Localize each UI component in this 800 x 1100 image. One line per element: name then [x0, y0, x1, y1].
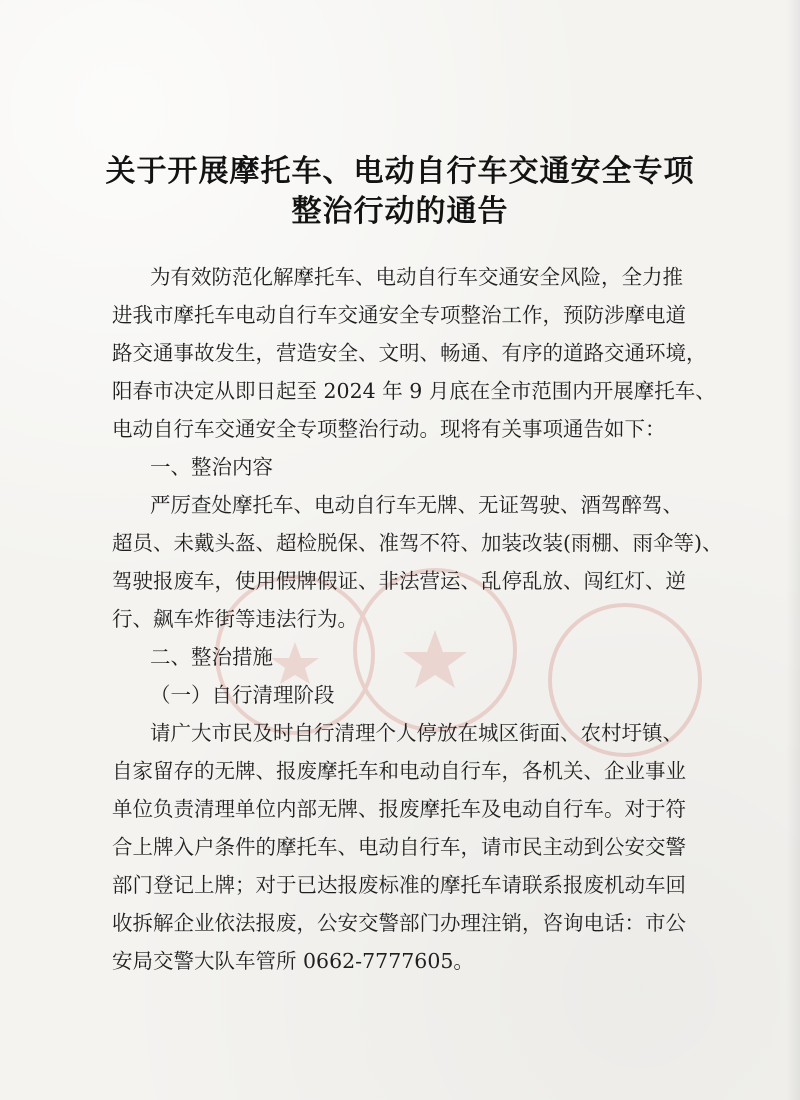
- subsection-1-heading: （一）自行清理阶段: [150, 683, 335, 707]
- subsection-1-line-3: 单位负责清理单位内部无牌、报废摩托车及电动自行车。对于符: [112, 797, 686, 821]
- section-1-line-4: 行、飙车炸街等违法行为。: [112, 607, 358, 631]
- subsection-1-line-6: 收拆解企业依法报废，公安交警部门办理注销，咨询电话：市公: [112, 911, 686, 935]
- document-title-line-1: 关于开展摩托车、电动自行车交通安全专项: [105, 154, 695, 189]
- subsection-1-line-2: 自家留存的无牌、报废摩托车和电动自行车，各机关、企业事业: [112, 759, 686, 783]
- section-1-line-1: 严厉查处摩托车、电动自行车无牌、无证驾驶、酒驾醉驾、: [150, 493, 683, 517]
- subsection-1-line-5: 部门登记上牌；对于已达报废标准的摩托车请联系报废机动车回: [112, 873, 686, 897]
- intro-line-5: 电动自行车交通安全专项整治行动。现将有关事项通告如下：: [112, 417, 666, 441]
- subsection-1-line-7: 安局交警大队车管所 0662-7777605。: [112, 949, 474, 973]
- intro-line-4: 阳春市决定从即日起至 2024 年 9 月底在全市范围内开展摩托车、: [112, 379, 716, 403]
- intro-line-1: 为有效防范化解摩托车、电动自行车交通安全风险，全力推: [150, 265, 683, 289]
- section-1-line-3: 驾驶报废车，使用假牌假证、非法营运、乱停乱放、闯红灯、逆: [112, 569, 686, 593]
- intro-line-3: 路交通事故发生，营造安全、文明、畅通、有序的道路交通环境，: [112, 341, 707, 365]
- section-2-heading: 二、整治措施: [150, 645, 273, 669]
- subsection-1-line-4: 合上牌入户条件的摩托车、电动自行车，请市民主动到公安交警: [112, 835, 686, 859]
- subsection-1-line-1: 请广大市民及时自行清理个人停放在城区街面、农村圩镇、: [150, 721, 683, 745]
- section-1-heading: 一、整治内容: [150, 455, 273, 479]
- section-1-line-2: 超员、未戴头盔、超检脱保、准驾不符、加装改装(雨棚、雨伞等)、: [112, 531, 723, 555]
- intro-line-2: 进我市摩托车电动自行车交通安全专项整治工作，预防涉摩电道: [112, 303, 686, 327]
- document-title-line-2: 整治行动的通告: [291, 194, 509, 229]
